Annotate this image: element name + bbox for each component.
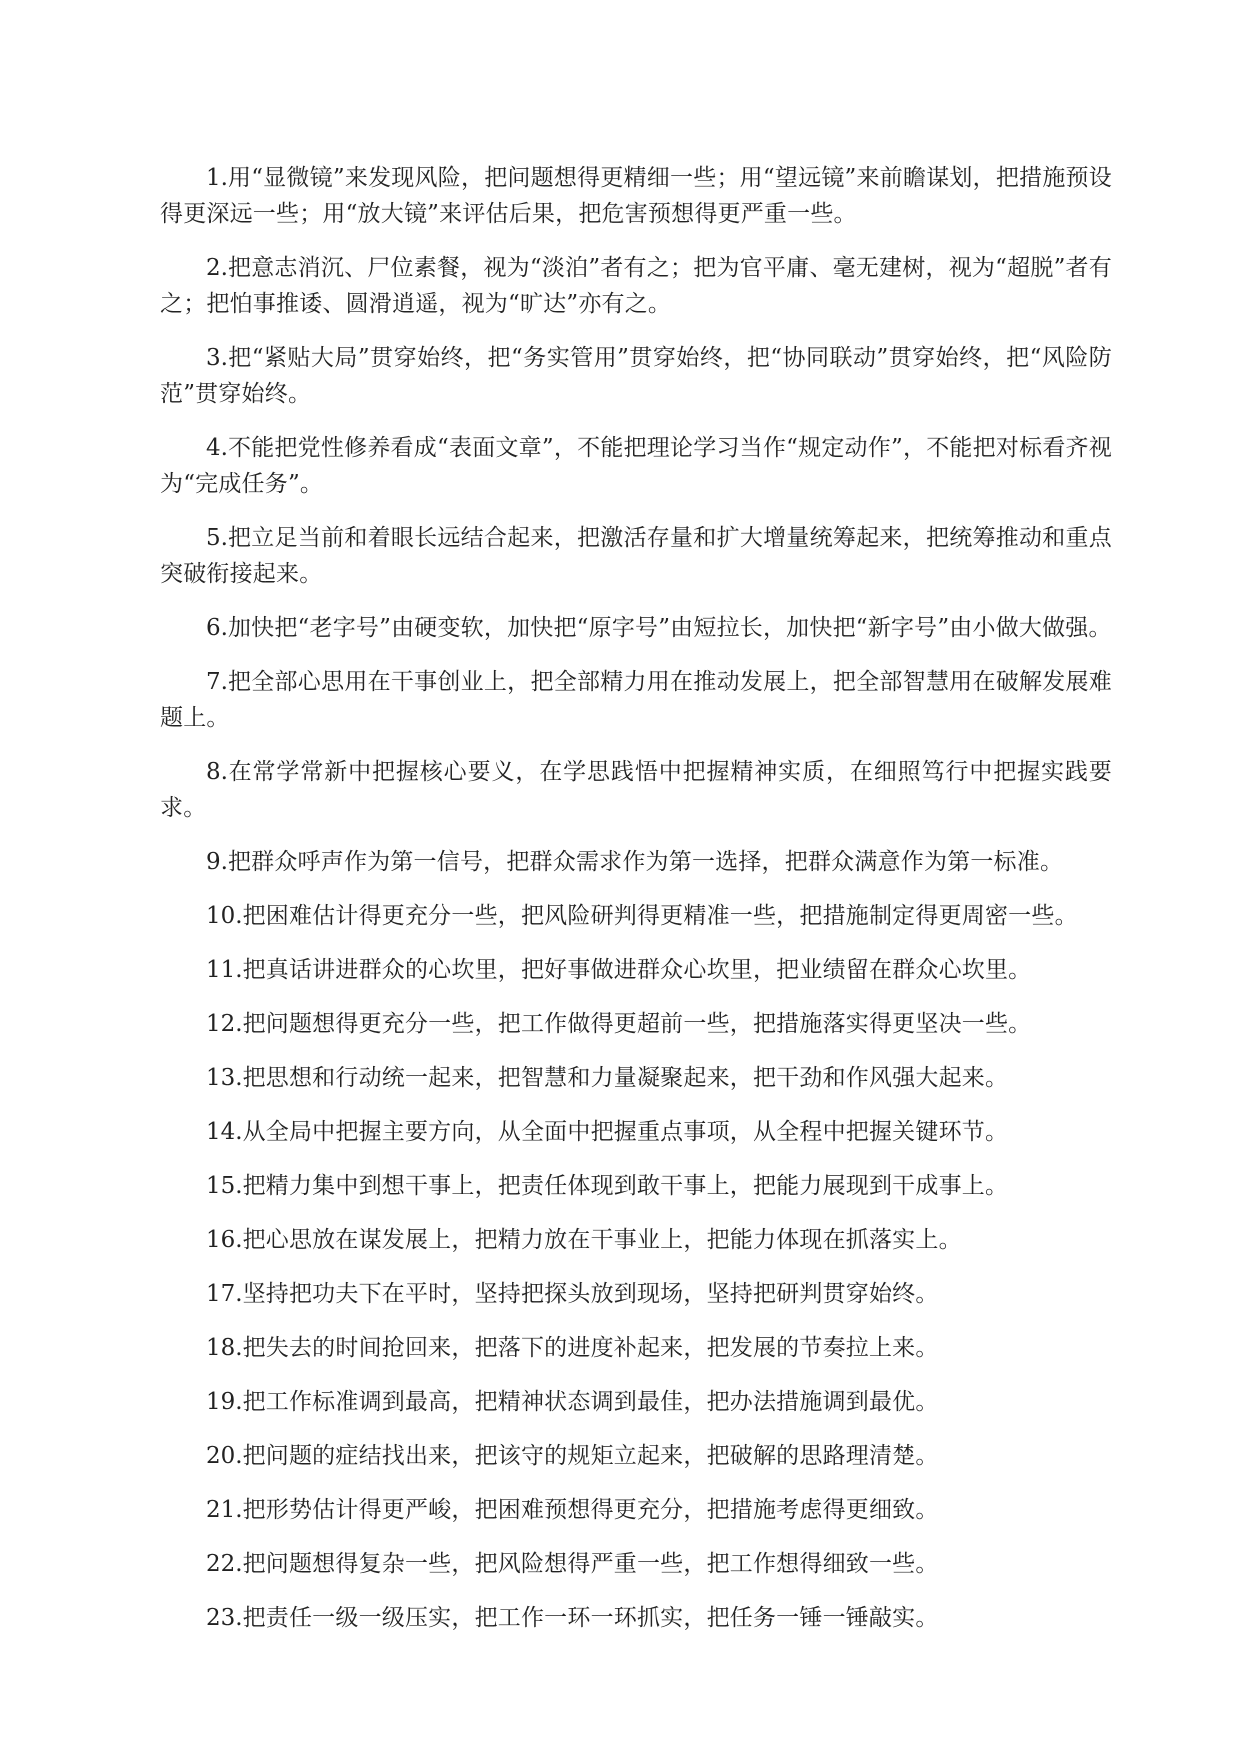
- list-item: [160, 1438, 1112, 1474]
- item-text: 从全局中把握主要方向，从全面中把握重点事项，从全程中把握关键环节。: [242, 1119, 1009, 1145]
- list-item: [160, 754, 1112, 826]
- list-item: [160, 430, 1112, 502]
- item-text: 把问题想得复杂一些，把风险想得严重一些，把工作想得细致一些。: [242, 1551, 939, 1577]
- list-item: [160, 1168, 1112, 1204]
- list-item: [160, 1546, 1112, 1582]
- item-number: 22.: [206, 1551, 243, 1577]
- item-number: 18.: [206, 1335, 243, 1361]
- list-item: [160, 1222, 1112, 1258]
- item-number: 23.: [206, 1605, 243, 1631]
- list-item: [160, 664, 1112, 736]
- item-text: 把真话讲进群众的心坎里，把好事做进群众心坎里，把业绩留在群众心坎里。: [242, 957, 1032, 983]
- list-item: [160, 898, 1112, 934]
- item-number: 7.: [206, 669, 228, 695]
- item-number: 19.: [206, 1389, 243, 1415]
- item-text: 把全部心思用在干事创业上，把全部精力用在推动发展上，把全部智慧用在破解发展难题上。: [160, 669, 1112, 731]
- item-number: 20.: [206, 1443, 243, 1469]
- item-text: 不能把党性修养看成“表面文章”，不能把理论学习当作“规定动作”，不能把对标看齐视为“完成任务”。: [160, 435, 1112, 497]
- item-text: 在常学常新中把握核心要义，在学思践悟中把握精神实质，在细照笃行中把握实践要求。: [160, 759, 1112, 821]
- item-number: 2.: [206, 255, 228, 281]
- item-number: 11.: [206, 957, 243, 983]
- list-item: [160, 1600, 1112, 1636]
- item-number: 8.: [206, 759, 228, 785]
- list-item: [160, 844, 1112, 880]
- item-text: 把意志消沉、尸位素餐，视为“淡泊”者有之；把为官平庸、毫无建树，视为“超脱”者有之；把怕事推诿、圆滑逍遥，视为“旷达”亦有之。: [160, 255, 1112, 317]
- item-text: 用“显微镜”来发现风险，把问题想得更精细一些；用“望远镜”来前瞻谋划，把措施预设得更深远一些；用“放大镜”来评估后果，把危害预想得更严重一些。: [160, 165, 1112, 227]
- list-item: [160, 1114, 1112, 1150]
- item-number: 12.: [206, 1011, 243, 1037]
- list-item: [160, 1006, 1112, 1042]
- item-text: 把精力集中到想干事上，把责任体现到敢干事上，把能力展现到干成事上。: [242, 1173, 1009, 1199]
- item-text: 把困难估计得更充分一些，把风险研判得更精准一些，把措施制定得更周密一些。: [242, 903, 1078, 929]
- list-item: [160, 1492, 1112, 1528]
- item-number: 14.: [206, 1119, 243, 1145]
- list-item: [160, 1060, 1112, 1096]
- item-number: 17.: [206, 1281, 243, 1307]
- document-page: [160, 160, 1112, 1654]
- item-text: 把失去的时间抢回来，把落下的进度补起来，把发展的节奏拉上来。: [242, 1335, 939, 1361]
- item-number: 9.: [206, 849, 228, 875]
- item-number: 3.: [206, 345, 228, 371]
- item-text: 把心思放在谋发展上，把精力放在干事业上，把能力体现在抓落实上。: [242, 1227, 962, 1253]
- item-number: 5.: [206, 525, 228, 551]
- item-number: 1.: [206, 165, 228, 191]
- item-text: 把问题想得更充分一些，把工作做得更超前一些，把措施落实得更坚决一些。: [242, 1011, 1032, 1037]
- item-text: 把形势估计得更严峻，把困难预想得更充分，把措施考虑得更细致。: [242, 1497, 939, 1523]
- item-text: 把问题的症结找出来，把该守的规矩立起来，把破解的思路理清楚。: [242, 1443, 939, 1469]
- item-number: 13.: [206, 1065, 243, 1091]
- list-item: [160, 160, 1112, 232]
- item-number: 6.: [206, 615, 228, 641]
- item-text: 把“紧贴大局”贯穿始终，把“务实管用”贯穿始终，把“协同联动”贯穿始终，把“风险防范”贯穿始终。: [160, 345, 1112, 407]
- item-text: 把工作标准调到最高，把精神状态调到最佳，把办法措施调到最优。: [242, 1389, 939, 1415]
- list-item: [160, 952, 1112, 988]
- list-item: [160, 1276, 1112, 1312]
- item-number: 21.: [206, 1497, 243, 1523]
- list-item: [160, 1384, 1112, 1420]
- item-text: 把群众呼声作为第一信号，把群众需求作为第一选择，把群众满意作为第一标准。: [227, 849, 1064, 875]
- item-text: 把立足当前和着眼长远结合起来，把激活存量和扩大增量统筹起来，把统筹推动和重点突破衔接起来。: [160, 525, 1112, 587]
- list-item: [160, 340, 1112, 412]
- item-text: 把思想和行动统一起来，把智慧和力量凝聚起来，把干劲和作风强大起来。: [242, 1065, 1009, 1091]
- item-number: 15.: [206, 1173, 243, 1199]
- item-number: 10.: [206, 903, 243, 929]
- item-number: 4.: [206, 435, 228, 461]
- list-item: [160, 1330, 1112, 1366]
- item-text: 坚持把功夫下在平时，坚持把探头放到现场，坚持把研判贯穿始终。: [242, 1281, 939, 1307]
- item-text: 把责任一级一级压实，把工作一环一环抓实，把任务一锤一锤敲实。: [242, 1605, 939, 1631]
- item-number: 16.: [206, 1227, 243, 1253]
- list-item: [160, 250, 1112, 322]
- list-item: [160, 520, 1112, 592]
- item-text: 加快把“老字号”由硬变软，加快把“原字号”由短拉长，加快把“新字号”由小做大做强。: [227, 615, 1112, 641]
- list-item: [160, 610, 1112, 646]
